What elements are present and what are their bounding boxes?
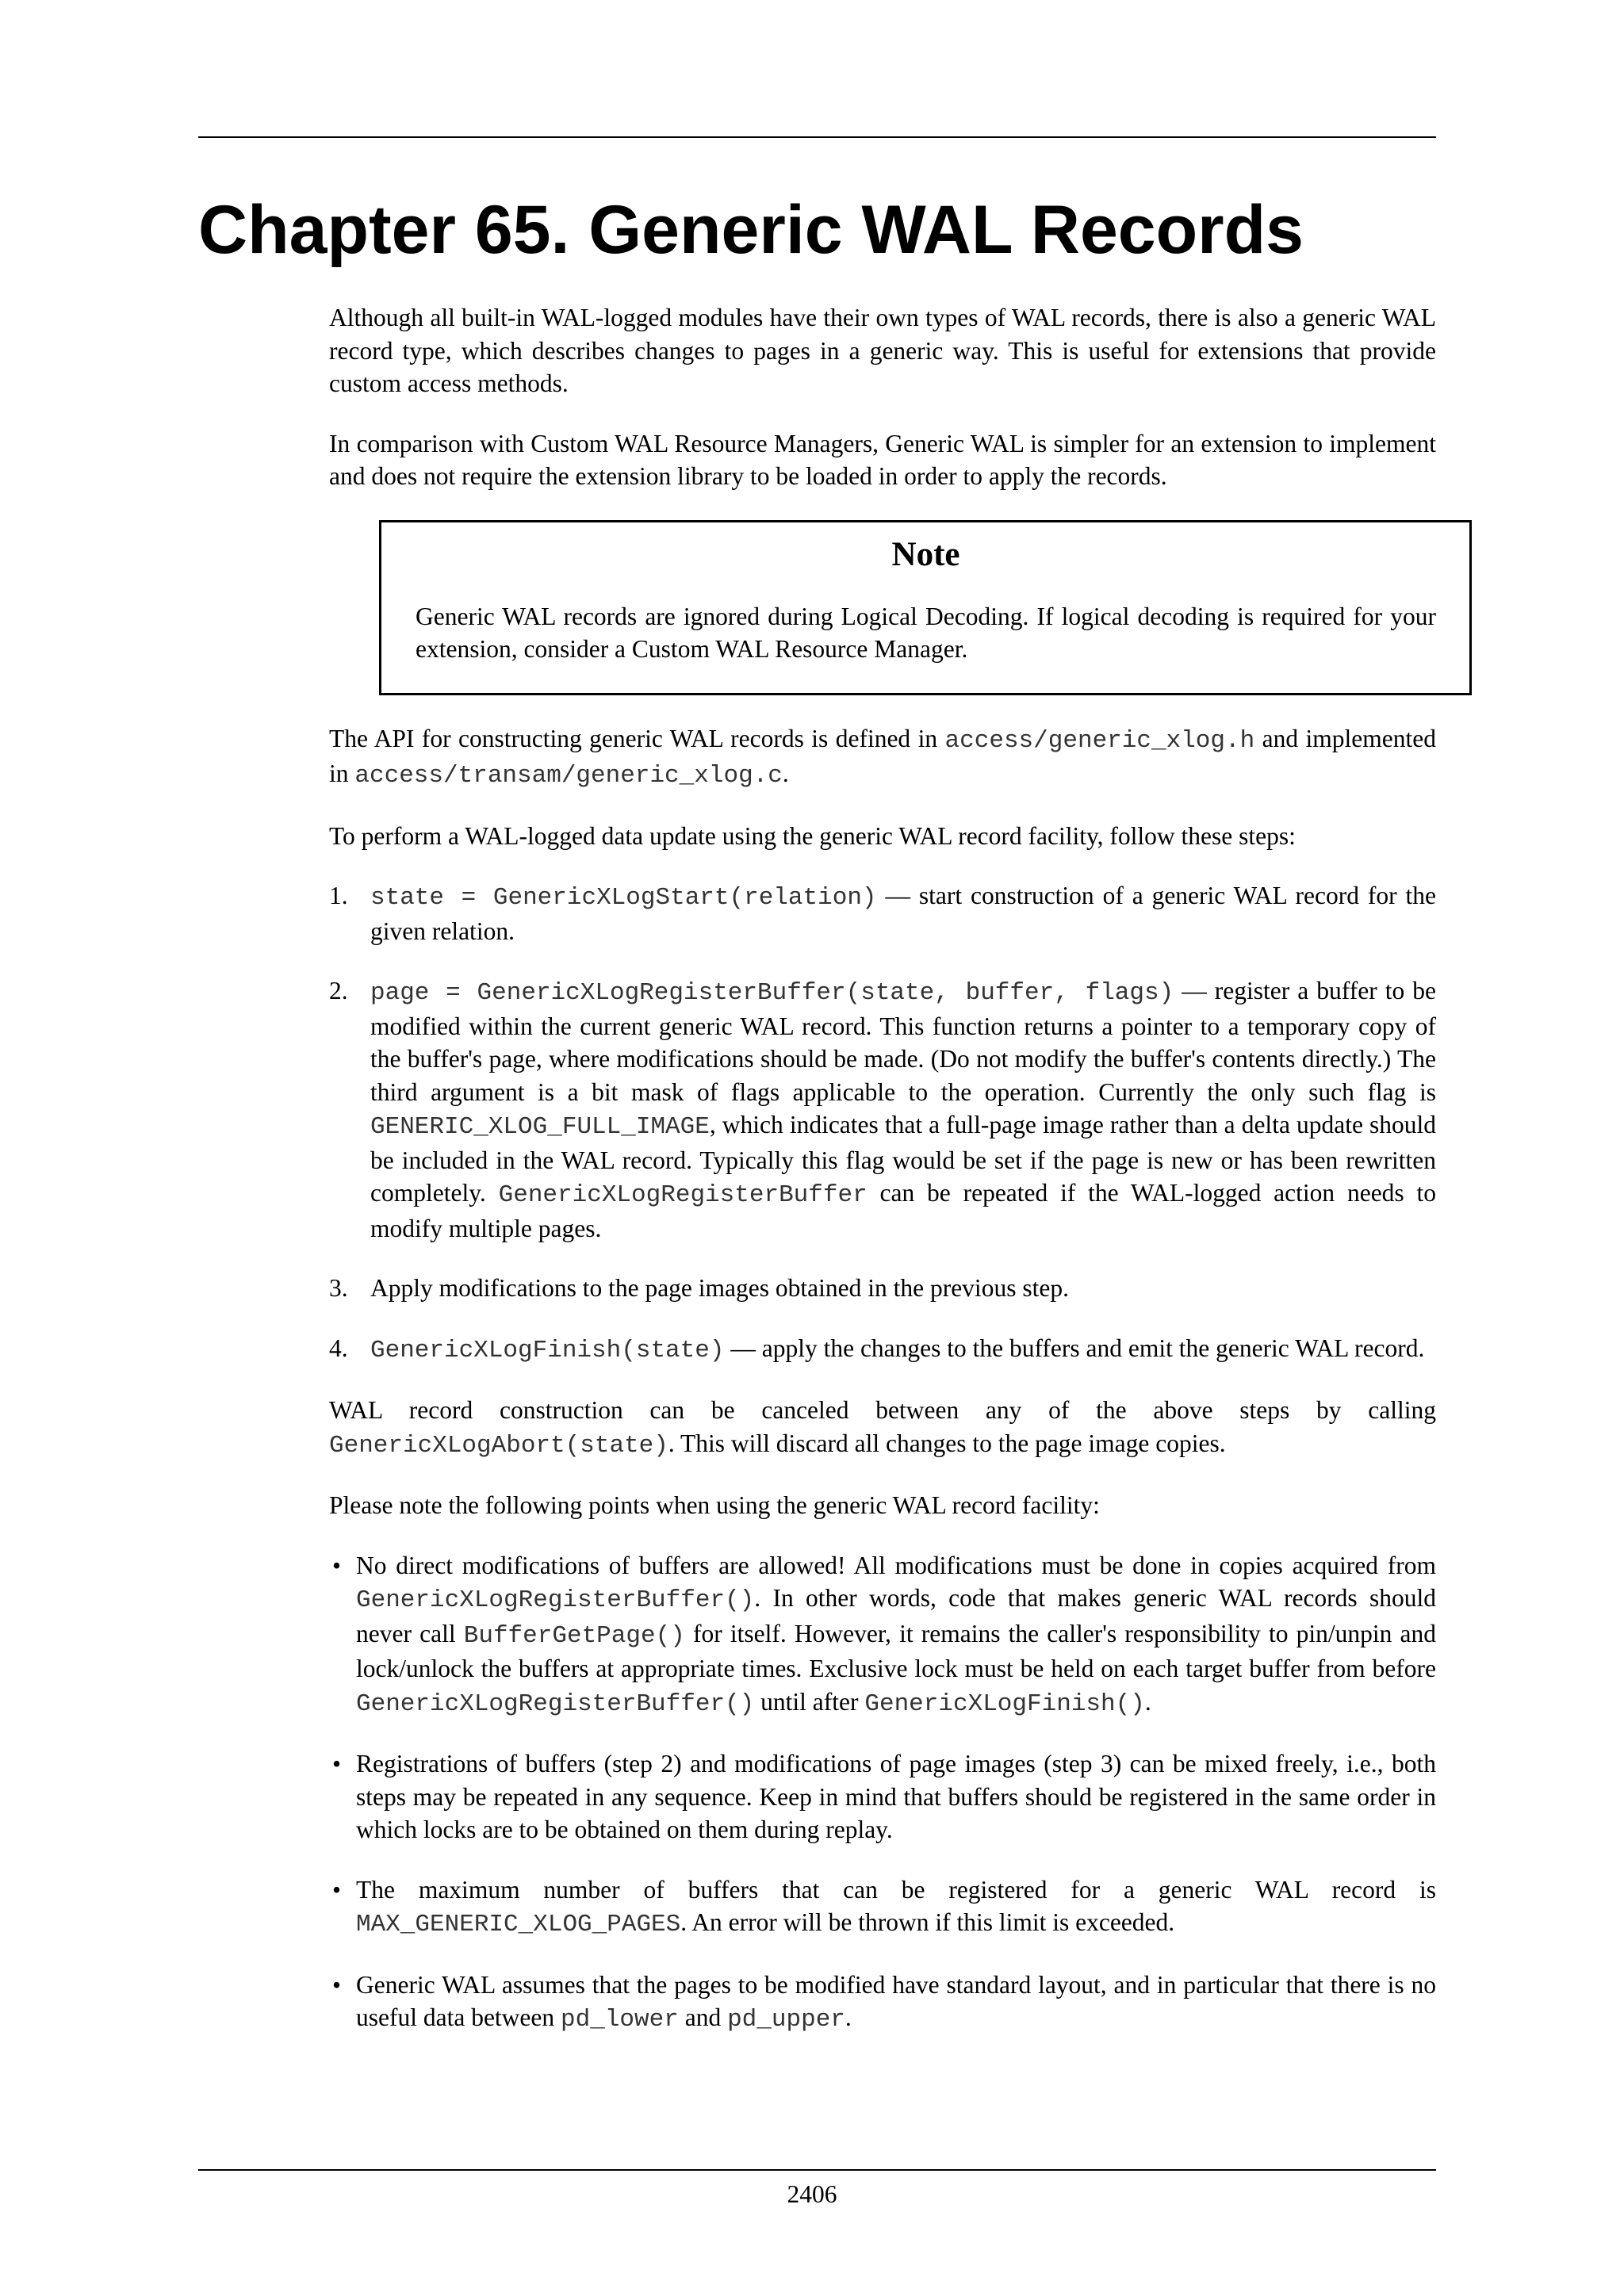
note-text: Generic WAL records are ignored during Logical Decoding. If logical decoding is required for your extension, consider a Custom WAL Resource Manager. xyxy=(416,602,1436,663)
header-rule xyxy=(198,136,1436,138)
intro-paragraph-2: In comparison with Custom WAL Resource Managers, Generic WAL is simpler for an extension to implement and does not require the extension library to be loaded in order to apply the records. xyxy=(329,429,1436,490)
point-text: . xyxy=(845,2003,852,2031)
step-code: GenericXLogFinish(state) xyxy=(370,1336,725,1364)
note-title: Note xyxy=(891,535,960,573)
footer-rule xyxy=(198,2169,1436,2171)
point-code: pd_lower xyxy=(561,2006,679,2034)
point-item xyxy=(329,1549,1436,1721)
step-number: 2. xyxy=(329,977,348,1004)
step-code: state = GenericXLogStart(relation) xyxy=(370,884,877,912)
abort-text-2: . This will discard all changes to the page image copies. xyxy=(668,1429,1226,1457)
step-text: — register a buffer to be modified within the current generic WAL record. This function returns a pointer to a temporary copy of the buffer's page, where modifications should be made. (Do not modify the buffer's contents directly.) The third argument is a bit mask of flags applicable to the operation. Currently the only such flag is xyxy=(370,977,1436,1106)
api-text-3: . xyxy=(782,760,789,787)
page-number: 2406 xyxy=(787,2180,837,2208)
point-code: pd_upper xyxy=(727,2006,845,2034)
point-text: and xyxy=(678,2003,728,2031)
step-text: — apply the changes to the buffers and emit the generic WAL record. xyxy=(724,1334,1425,1362)
api-paragraph xyxy=(329,722,1436,793)
abort-code: GenericXLogAbort(state) xyxy=(329,1431,668,1460)
bullet-icon: • xyxy=(332,1551,342,1579)
points-list xyxy=(329,1549,1436,2037)
point-text: Registrations of buffers (step 2) and modifications of page images (step 3) can be mixed freely, i.e., both steps may be repeated in any sequence. Keep in mind that buffers should be registered in the same order in which locks are to be obtained on them during replay. xyxy=(356,1750,1436,1843)
chapter-body xyxy=(329,301,1436,2064)
point-text: . An error will be thrown if this limit is exceeded. xyxy=(680,1908,1175,1936)
step-item xyxy=(329,879,1436,947)
point-code: GenericXLogFinish() xyxy=(864,1689,1145,1718)
step-text: — start construction of a generic WAL record for the given relation. xyxy=(370,882,1436,945)
step-item xyxy=(329,1272,1436,1305)
step-code: page = GenericXLogRegisterBuffer(state, buffer, flags) xyxy=(370,979,1174,1007)
points-intro: Please note the following points when using the generic WAL record facility: xyxy=(329,1491,1100,1519)
api-header-file: access/generic_xlog.h xyxy=(944,726,1255,755)
abort-paragraph xyxy=(329,1394,1436,1462)
step-code-function: GenericXLogRegisterBuffer xyxy=(498,1181,868,1209)
point-code: BufferGetPage() xyxy=(463,1621,685,1650)
step-item xyxy=(329,1332,1436,1368)
point-text: . In other words, code that makes generic WAL records should never call xyxy=(356,1584,1436,1647)
point-item xyxy=(329,1873,1436,1942)
point-text: No direct modifications of buffers are allowed! All modifications must be done in copies acquired from xyxy=(356,1551,1436,1579)
point-item xyxy=(329,1747,1436,1846)
intro-paragraph-1: Although all built-in WAL-logged modules have their own types of WAL records, there is also a generic WAL record type, which describes changes to pages in a generic way. This is useful for extensions that provide custom access methods. xyxy=(329,304,1436,397)
point-text: The maximum number of buffers that can be registered for a generic WAL record is xyxy=(356,1875,1436,1904)
point-text: . xyxy=(1144,1687,1151,1716)
step-text: can be repeated if the WAL-logged action needs to modify multiple pages. xyxy=(370,1179,1437,1242)
chapter-title: Chapter 65. Generic WAL Records xyxy=(198,192,1304,268)
step-text: Apply modifications to the page images obtained in the previous step. xyxy=(370,1274,1069,1302)
point-code: GenericXLogRegisterBuffer() xyxy=(356,1586,755,1614)
step-number: 3. xyxy=(329,1274,348,1302)
point-text: for itself. However, it remains the caller's responsibility to pin/unpin and lock/unlock the buffers at appropriate times. Exclusive lock must be held on each target buffer from before xyxy=(356,1619,1436,1682)
bullet-icon: • xyxy=(332,1875,342,1904)
api-text-2: and implemented in xyxy=(329,724,1437,787)
step-text: , which indicates that a full-page image rather than a delta update should be included in the WAL record. Typically this flag would be set if the page is new or has been rewritten completely. xyxy=(370,1111,1436,1207)
point-item xyxy=(329,1969,1436,2037)
step-code-flag: GENERIC_XLOG_FULL_IMAGE xyxy=(370,1113,710,1141)
step-number: 1. xyxy=(329,882,348,909)
step-item xyxy=(329,974,1436,1245)
point-text: Generic WAL assumes that the pages to be modified have standard layout, and in particular that there is no useful data between xyxy=(356,1970,1436,2031)
note-box xyxy=(379,520,1472,695)
step-number: 4. xyxy=(329,1334,348,1362)
point-text: until after xyxy=(754,1687,865,1716)
api-text-1: The API for constructing generic WAL records is defined in xyxy=(329,724,945,752)
point-code: MAX_GENERIC_XLOG_PAGES xyxy=(356,1911,681,1938)
steps-list xyxy=(329,879,1436,1367)
steps-intro: To perform a WAL-logged data update using the generic WAL record facility, follow these steps: xyxy=(329,821,1296,850)
bullet-icon: • xyxy=(332,1750,342,1777)
point-code: GenericXLogRegisterBuffer() xyxy=(356,1689,755,1718)
abort-text-1: WAL record construction can be canceled between any of the above steps by calling xyxy=(329,1396,1436,1424)
api-source-file: access/transam/generic_xlog.c xyxy=(354,762,783,790)
bullet-icon: • xyxy=(332,1970,342,1999)
